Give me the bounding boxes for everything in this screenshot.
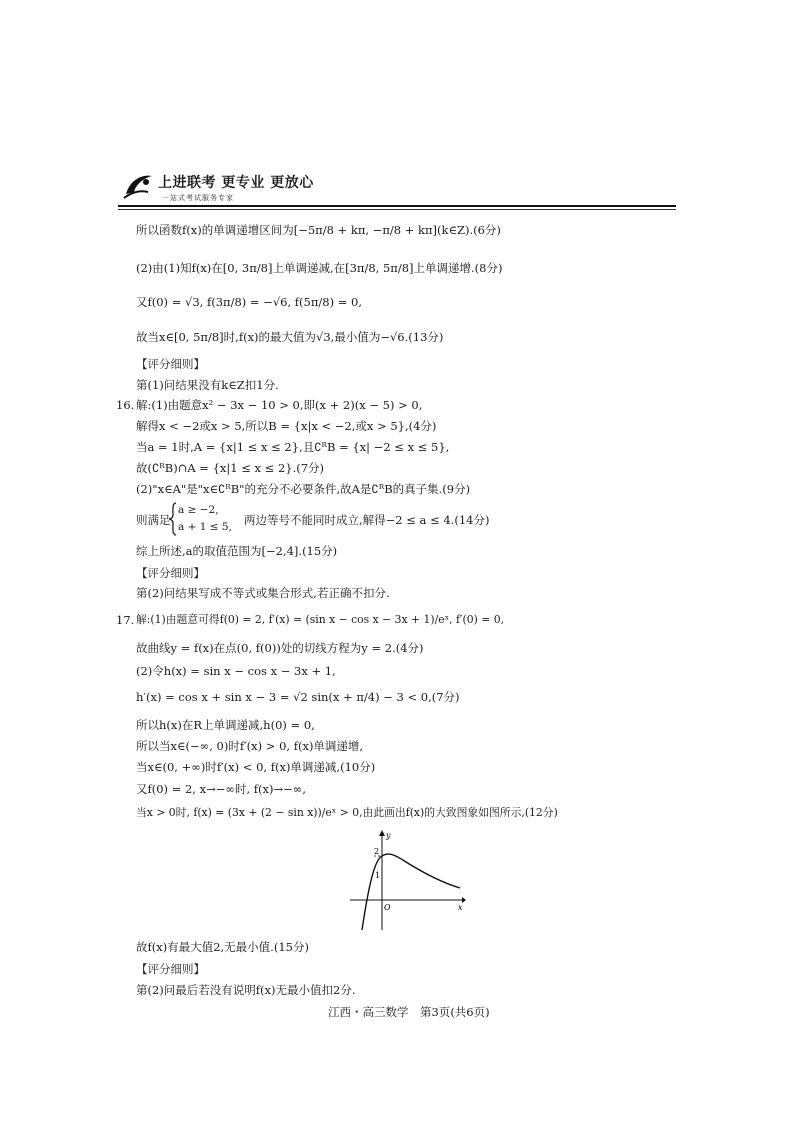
tick-1-label: 1 bbox=[375, 871, 381, 880]
y-axis-label: y bbox=[386, 831, 391, 840]
page-footer: 江西・高三数学 第3页(共6页) bbox=[328, 1005, 490, 1019]
text-line: h′(x) = cos x + sin x − 3 = √2 sin(x + π/4) − 3 < 0,(7分) bbox=[136, 690, 460, 704]
text-line: 解:(1)由题意x² − 3x − 10 > 0,即(x + 2)(x − 5) > 0, bbox=[136, 398, 423, 412]
tick-2-label: 2 bbox=[374, 847, 380, 856]
curve bbox=[362, 854, 460, 930]
header-rule-thin bbox=[118, 209, 676, 210]
header-rule bbox=[118, 205, 676, 207]
function-graph bbox=[348, 830, 466, 932]
brand-slogan: 一站式考试服务专家 bbox=[162, 194, 234, 202]
text-line: 两边等号不能同时成立,解得−2 ≤ a ≤ 4.(14分) bbox=[244, 513, 490, 527]
x-axis-label: x bbox=[458, 903, 463, 912]
section-heading: 【评分细则】 bbox=[136, 962, 205, 976]
system-row: a + 1 ≤ 5, bbox=[178, 521, 232, 533]
origin-label: O bbox=[384, 903, 391, 912]
text-line: 所以h(x)在R上单调递减,h(0) = 0, bbox=[136, 718, 315, 732]
system-row: a ≥ −2, bbox=[178, 504, 219, 516]
question-number: 17. bbox=[116, 613, 135, 627]
text-line: (2)"x∈A"是"x∈∁ᴿB"的充分不必要条件,故A是∁ᴿB的真子集.(9分) bbox=[136, 482, 471, 496]
system-lead: 则满足 bbox=[136, 513, 171, 527]
text-line: 解得x < −2或x > 5,所以B = {x|x < −2,或x > 5},(4分) bbox=[136, 419, 437, 433]
section-heading: 【评分细则】 bbox=[136, 566, 205, 580]
text-line: 故曲线y = f(x)在点(0, f(0))处的切线方程为y = 2.(4分) bbox=[136, 641, 424, 655]
y-axis-arrow bbox=[379, 830, 385, 836]
text-line: 第(2)问结果写成不等式或集合形式,若正确不扣分. bbox=[136, 586, 390, 600]
text-line: 第(1)问结果没有k∈Z扣1分. bbox=[136, 378, 279, 392]
section-heading: 【评分细则】 bbox=[136, 357, 205, 371]
text-line: 故(∁ᴿB)∩A = {x|1 ≤ x ≤ 2}.(7分) bbox=[136, 461, 325, 475]
text-line: 当x > 0时, f(x) = (3x + (2 − sin x))/eˣ > 0,由此画出f(x)的大致图象如图所示,(12分) bbox=[136, 806, 558, 819]
text-line: 当a = 1时,A = {x|1 ≤ x ≤ 2},且∁ᴿB = {x| −2 ≤ x ≤ 5}, bbox=[136, 440, 450, 454]
logo-icon bbox=[122, 170, 154, 200]
text-line: 故当x∈[0, 5π/8]时,f(x)的最大值为√3,最小值为−√6.(13分) bbox=[136, 330, 444, 344]
text-line: 故f(x)有最大值2,无最小值.(15分) bbox=[136, 940, 309, 954]
text-line: 所以函数f(x)的单调递增区间为[−5π/8 + kπ, −π/8 + kπ](k∈Z).(6分) bbox=[136, 223, 501, 237]
system-brace bbox=[168, 502, 178, 536]
text-line: (2)由(1)知f(x)在[0, 3π/8]上单调递减,在[3π/8, 5π/8]上单调递增.(8分) bbox=[136, 261, 503, 275]
text-line: (2)令h(x) = sin x − cos x − 3x + 1, bbox=[136, 664, 336, 678]
text-line: 第(2)问最后若没有说明f(x)无最小值扣2分. bbox=[136, 983, 356, 997]
text-line: 当x∈(0, +∞)时f′(x) < 0, f(x)单调递减,(10分) bbox=[136, 760, 376, 774]
x-axis-arrow bbox=[462, 897, 466, 903]
text-line: 又f(0) = √3, f(3π/8) = −√6, f(5π/8) = 0, bbox=[136, 295, 362, 309]
brand-name: 上进联考 更专业 更放心 bbox=[158, 175, 314, 191]
header bbox=[118, 168, 678, 208]
text-line: 又f(0) = 2, x→−∞时, f(x)→−∞, bbox=[136, 782, 306, 796]
question-number: 16. bbox=[116, 398, 135, 412]
text-line: 综上所述,a的取值范围为[−2,4].(15分) bbox=[136, 544, 338, 558]
text-line: 解:(1)由题意可得f(0) = 2, f′(x) = (sin x − cos x − 3x + 1)/eˣ, f′(0) = 0, bbox=[136, 613, 505, 626]
text-line: 所以当x∈(−∞, 0)时f′(x) > 0, f(x)单调递增, bbox=[136, 739, 364, 753]
